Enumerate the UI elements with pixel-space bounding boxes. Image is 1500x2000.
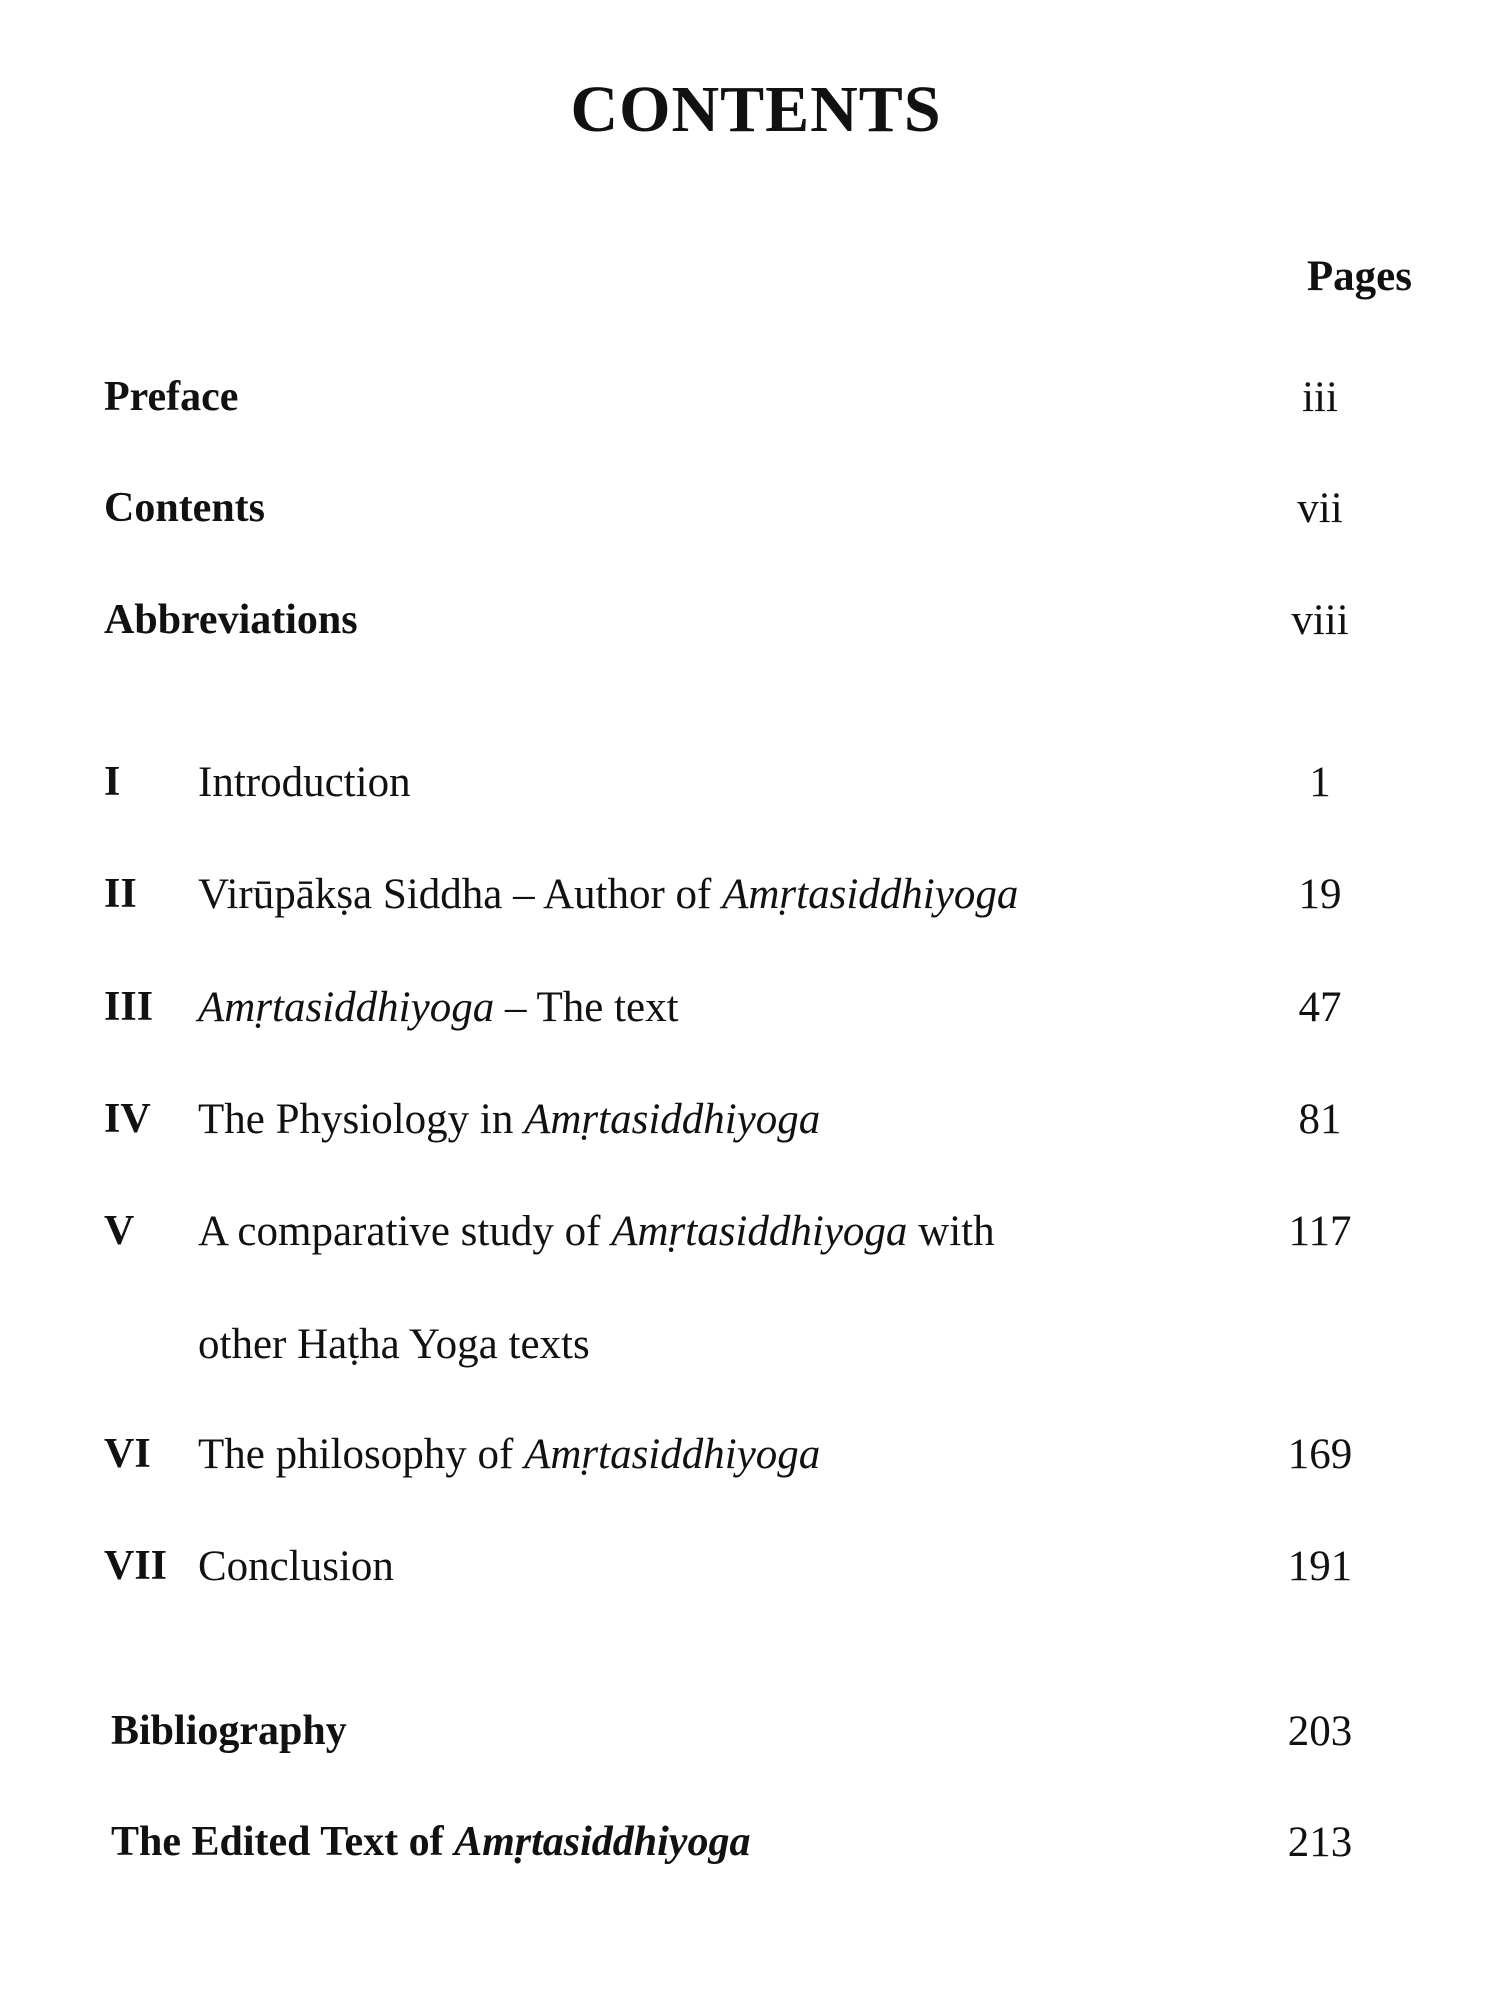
chapter-numeral: III (104, 984, 154, 1030)
toc-chapter-7 (0, 1542, 1500, 1602)
toc-chapter-5-continuation (0, 1320, 1500, 1380)
toc-chapter-3 (0, 983, 1500, 1043)
toc-entry-edited-text (0, 1818, 1500, 1878)
toc-entry-label: Preface (104, 374, 239, 420)
toc-entry-page: 19 (1298, 871, 1342, 918)
chapter-title: Conclusion (198, 1543, 394, 1590)
chapter-title: Introduction (198, 759, 411, 806)
chapter-title: Virūpākṣa Siddha – Author of Amṛtasiddhiyoga (198, 871, 1019, 918)
chapter-numeral: I (104, 759, 121, 805)
toc-entry-preface (0, 373, 1500, 433)
toc-chapter-1 (0, 758, 1500, 818)
toc-entry-label: Abbreviations (104, 597, 358, 643)
toc-chapter-4 (0, 1095, 1500, 1155)
toc-chapter-2 (0, 870, 1500, 930)
chapter-title: The philosophy of Amṛtasiddhiyoga (198, 1431, 821, 1478)
toc-entry-abbreviations (0, 596, 1500, 656)
chapter-numeral: II (104, 871, 137, 917)
toc-entry-page: 47 (1298, 984, 1342, 1031)
toc-entry-page: 169 (1287, 1431, 1353, 1478)
page-title: CONTENTS (570, 73, 942, 146)
chapter-numeral: IV (104, 1096, 151, 1142)
toc-entry-page: 81 (1298, 1096, 1342, 1143)
toc-entry-page: vii (1297, 485, 1343, 532)
chapter-title: A comparative study of Amṛtasiddhiyoga with (198, 1208, 995, 1255)
toc-entry-contents (0, 484, 1500, 544)
chapter-title: Amṛtasiddhiyoga – The text (198, 984, 679, 1031)
chapter-numeral: VI (104, 1431, 151, 1477)
toc-entry-page: 213 (1287, 1819, 1353, 1866)
toc-entry-label: Contents (104, 485, 266, 531)
toc-entry-label: Bibliography (111, 1708, 347, 1754)
toc-chapter-5 (0, 1207, 1500, 1267)
chapter-numeral: V (104, 1208, 135, 1254)
toc-entry-page: 117 (1288, 1208, 1352, 1255)
toc-entry-page: viii (1291, 597, 1349, 644)
toc-entry-page: 203 (1287, 1708, 1353, 1755)
toc-entry-page: iii (1302, 374, 1338, 421)
chapter-numeral: VII (104, 1543, 168, 1589)
chapter-title: The Physiology in Amṛtasiddhiyoga (198, 1096, 821, 1143)
pages-column-heading: Pages (1306, 253, 1412, 300)
toc-entry-page: 1 (1309, 759, 1331, 806)
chapter-title-continuation: other Haṭha Yoga texts (198, 1321, 590, 1368)
toc-chapter-6 (0, 1430, 1500, 1490)
toc-entry-page: 191 (1287, 1543, 1353, 1590)
toc-entry-bibliography (0, 1707, 1500, 1767)
toc-entry-label: The Edited Text of Amṛtasiddhiyoga (111, 1819, 751, 1865)
